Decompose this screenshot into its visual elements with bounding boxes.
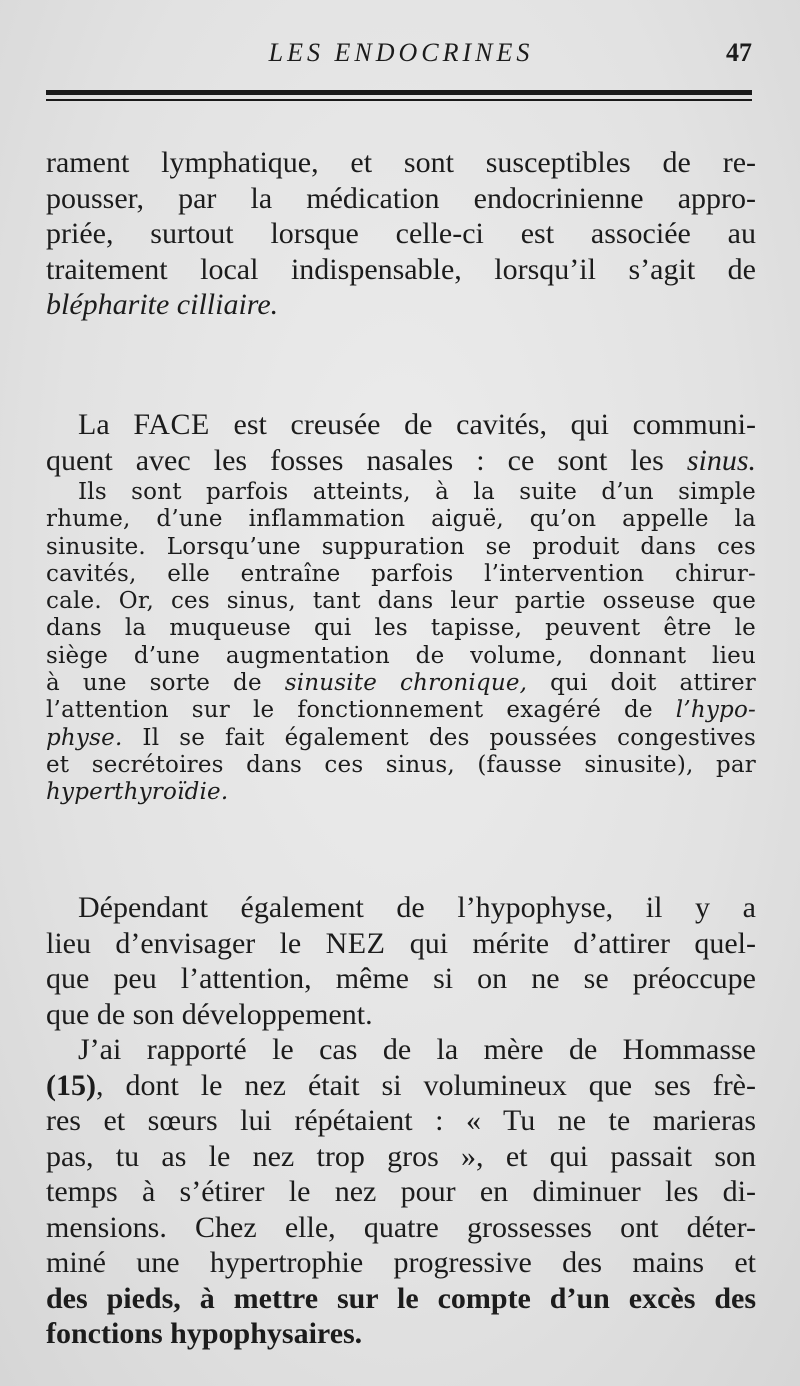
text-line: et secrétoires dans ces sinus, (fausse sinusite), par — [46, 751, 756, 778]
text-line: pas, tu as le nez trop gros », et qui passait son — [46, 1139, 756, 1173]
text-run: lieu d’envisager le — [46, 926, 326, 960]
page-header — [46, 36, 756, 76]
paragraph-case — [46, 1032, 756, 1352]
text-line: sinusite. Lorsqu’une suppuration se produit dans ces — [46, 533, 756, 560]
text-line: rhume, d’une inflammation aiguë, qu’on appelle la — [46, 506, 756, 533]
text-line — [46, 926, 756, 962]
page-number: 47 — [726, 38, 752, 67]
keyword-nez: NEZ — [325, 926, 386, 960]
text-line — [46, 697, 756, 724]
paragraph-eyelid — [46, 145, 756, 323]
text-line — [46, 725, 756, 752]
text-line: que de son développement. — [46, 997, 373, 1031]
text-line — [46, 443, 756, 479]
text-line: des pieds, à mettre sur le compte d’un excès des — [46, 1281, 756, 1315]
text-run: , dont le nez était si volumineux que ses frè- — [95, 1068, 756, 1102]
text-run: La — [78, 408, 134, 441]
text-line — [46, 407, 756, 443]
italic-term: hyperthyroïdie. — [46, 779, 229, 806]
paragraph-nose — [46, 890, 756, 1032]
text-line: mensions. Chez elle, quatre grossesses ont déter- — [46, 1210, 756, 1244]
text-line: res et sœurs lui répétaient : « Tu ne te marieras — [46, 1104, 756, 1137]
keyword-face: FACE — [133, 408, 210, 441]
text-line — [46, 1068, 756, 1104]
text-line — [46, 287, 756, 323]
running-title: LES ENDOCRINES — [268, 38, 534, 67]
text-run: quent avec les fosses nasales : ce sont les — [46, 443, 687, 477]
text-line — [46, 779, 756, 806]
italic-term: sinus. — [686, 443, 756, 477]
text-run: Il se fait également des poussées congestives — [122, 724, 756, 751]
text-line — [46, 670, 756, 697]
text-line: temps à s’étirer le nez pour en diminuer les di- — [46, 1175, 756, 1208]
header-rule-thin — [46, 99, 752, 101]
text-line: traitement local indispensable, lorsqu’il s’agit de — [46, 252, 756, 286]
paragraph-sinus — [46, 479, 756, 807]
text-line: dans la muqueuse qui les tapisse, peuvent être le — [46, 615, 756, 642]
text-line: miné une hypertrophie progressive des mains et — [46, 1246, 756, 1279]
text-line: J’ai rapporté le cas de la mère de Hommasse — [78, 1033, 756, 1066]
text-run: qui mérite d’attirer quel- — [385, 926, 756, 960]
text-line: Dépendant également de l’hypophyse, il y a — [78, 891, 756, 924]
reference-number: (15) — [46, 1068, 96, 1102]
italic-term: l’hypo- — [675, 697, 756, 724]
text-line: pousser, par la médication endocrinienne appro- — [46, 181, 756, 215]
text-line: Ils sont parfois atteints, à la suite d’un simple — [78, 479, 756, 505]
text-line: rament lymphatique, et sont susceptibles de re- — [46, 146, 756, 179]
text-line: siège d’une augmentation de volume, donnant lieu — [46, 642, 756, 669]
text-run: est creusée de cavités, qui communi- — [209, 408, 756, 441]
text-run: qui doit attirer — [527, 670, 756, 697]
italic-term: physe. — [46, 724, 123, 751]
text-line: fonctions hypophysaires. — [46, 1317, 363, 1350]
text-line: cale. Or, ces sinus, tant dans leur partie osseuse que — [46, 588, 756, 615]
text-run: l’attention sur le fonctionnement exagéré de — [46, 697, 676, 724]
text-line: priée, surtout lorsque celle-ci est associée au — [46, 217, 756, 250]
paragraph-face — [46, 407, 756, 478]
italic-term: blépharite cilliaire. — [46, 288, 279, 321]
italic-term: sinusite chronique, — [284, 670, 528, 697]
text-run: à une sorte de — [46, 670, 285, 697]
text-line: cavités, elle entraîne parfois l’intervention chirur- — [46, 560, 756, 587]
header-rule-thick — [46, 90, 752, 95]
text-line: que peu l’attention, même si on ne se préoccupe — [46, 962, 756, 995]
